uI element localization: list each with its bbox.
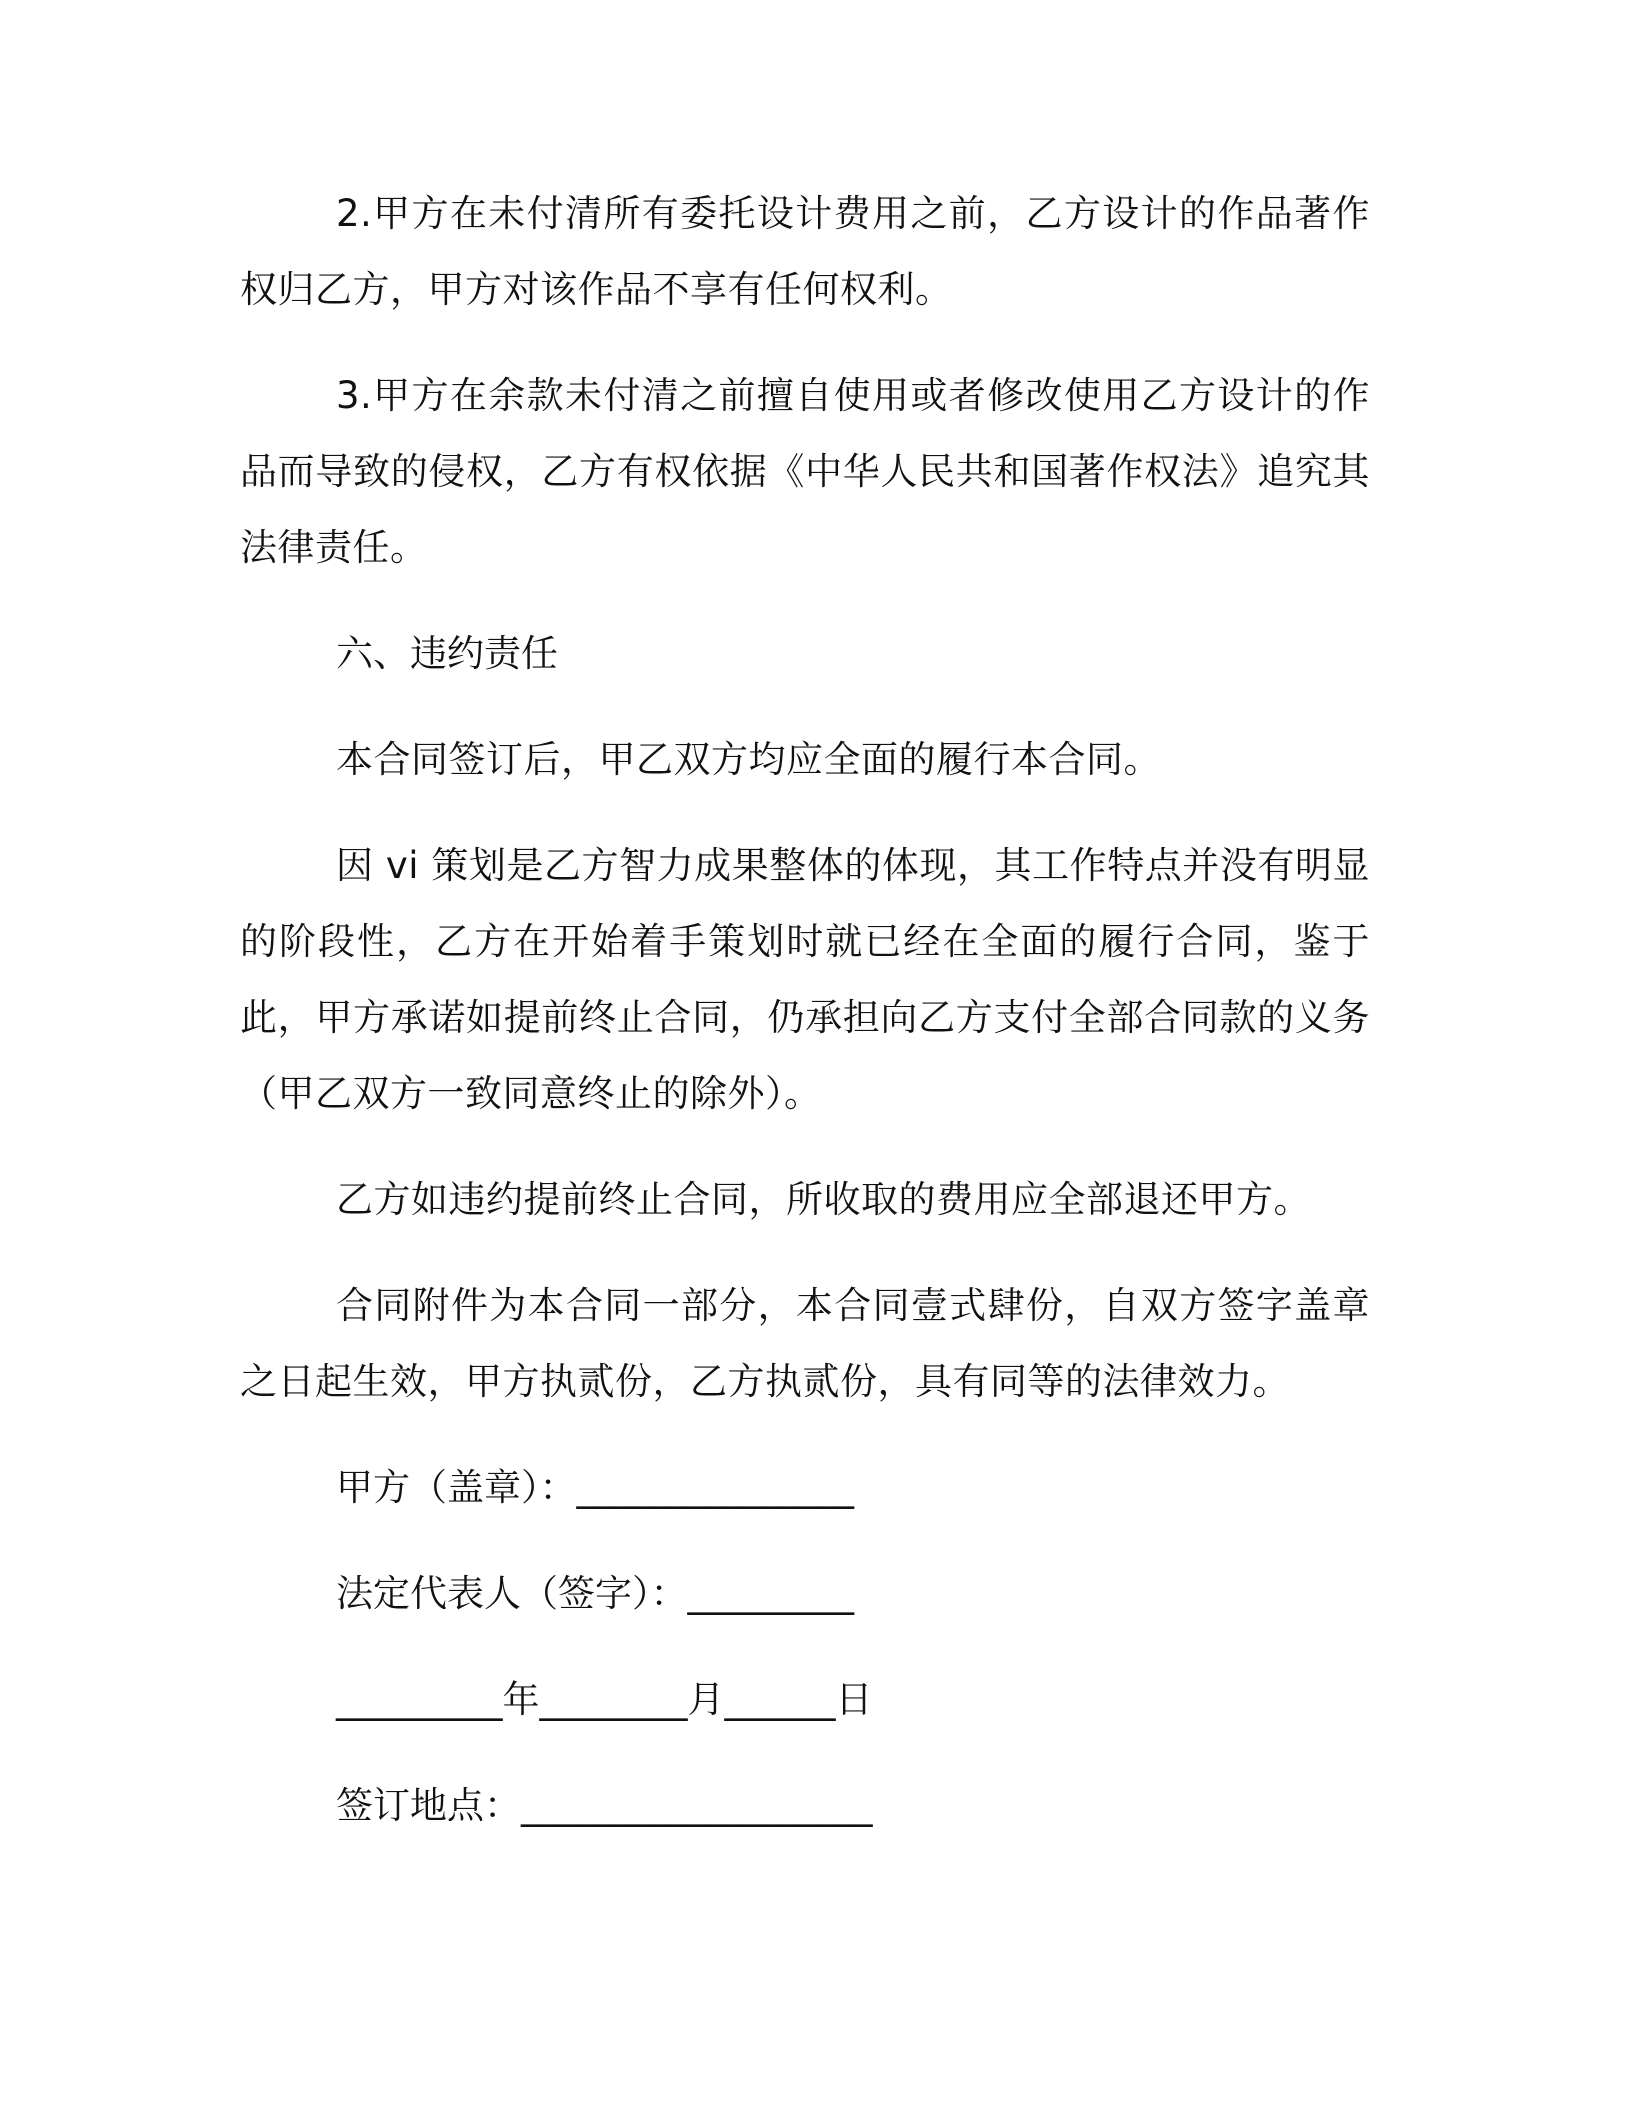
party-a-seal-line: 甲方（盖章）：_______________ [336,1466,854,1509]
breach-paragraph: 乙方如违约提前终止合同，所收取的费用应全部退还甲方。 [336,1178,1311,1221]
breach-paragraph: 本合同签订后，甲乙双方均应全面的履行本合同。 [336,738,1161,781]
clause-paragraph: 3.甲方在余款未付清之前擅自使用或者修改使用乙方设计的作品而导致的侵权，乙方有权依据《中华人民共和国著作权法》追究其法律责任。 [240,374,1370,569]
clause-paragraph: 2.甲方在未付清所有委托设计费用之前，乙方设计的作品著作权归乙方，甲方对该作品不享有任何权利。 [240,192,1370,311]
section-heading: 六、违约责任 [336,632,558,675]
breach-paragraph: 因 vi 策划是乙方智力成果整体的体现，其工作特点并没有明显的阶段性，乙方在开始着手策划时就已经在全面的履行合同，鉴于此，甲方承诺如提前终止合同，仍承担向乙方支付全部合同款的义务（甲乙双方一致同意终止的除外）。 [240,844,1370,1115]
document-page [240,176,1370,1874]
date-line: _________年________月______日 [336,1678,873,1721]
breach-paragraph: 合同附件为本合同一部分，本合同壹式肆份，自双方签字盖章之日起生效，甲方执贰份，乙方执贰份，具有同等的法律效力。 [240,1284,1370,1403]
signing-place-line: 签订地点：___________________ [336,1784,873,1827]
legal-rep-signature-line: 法定代表人（签字）：_________ [336,1572,854,1615]
